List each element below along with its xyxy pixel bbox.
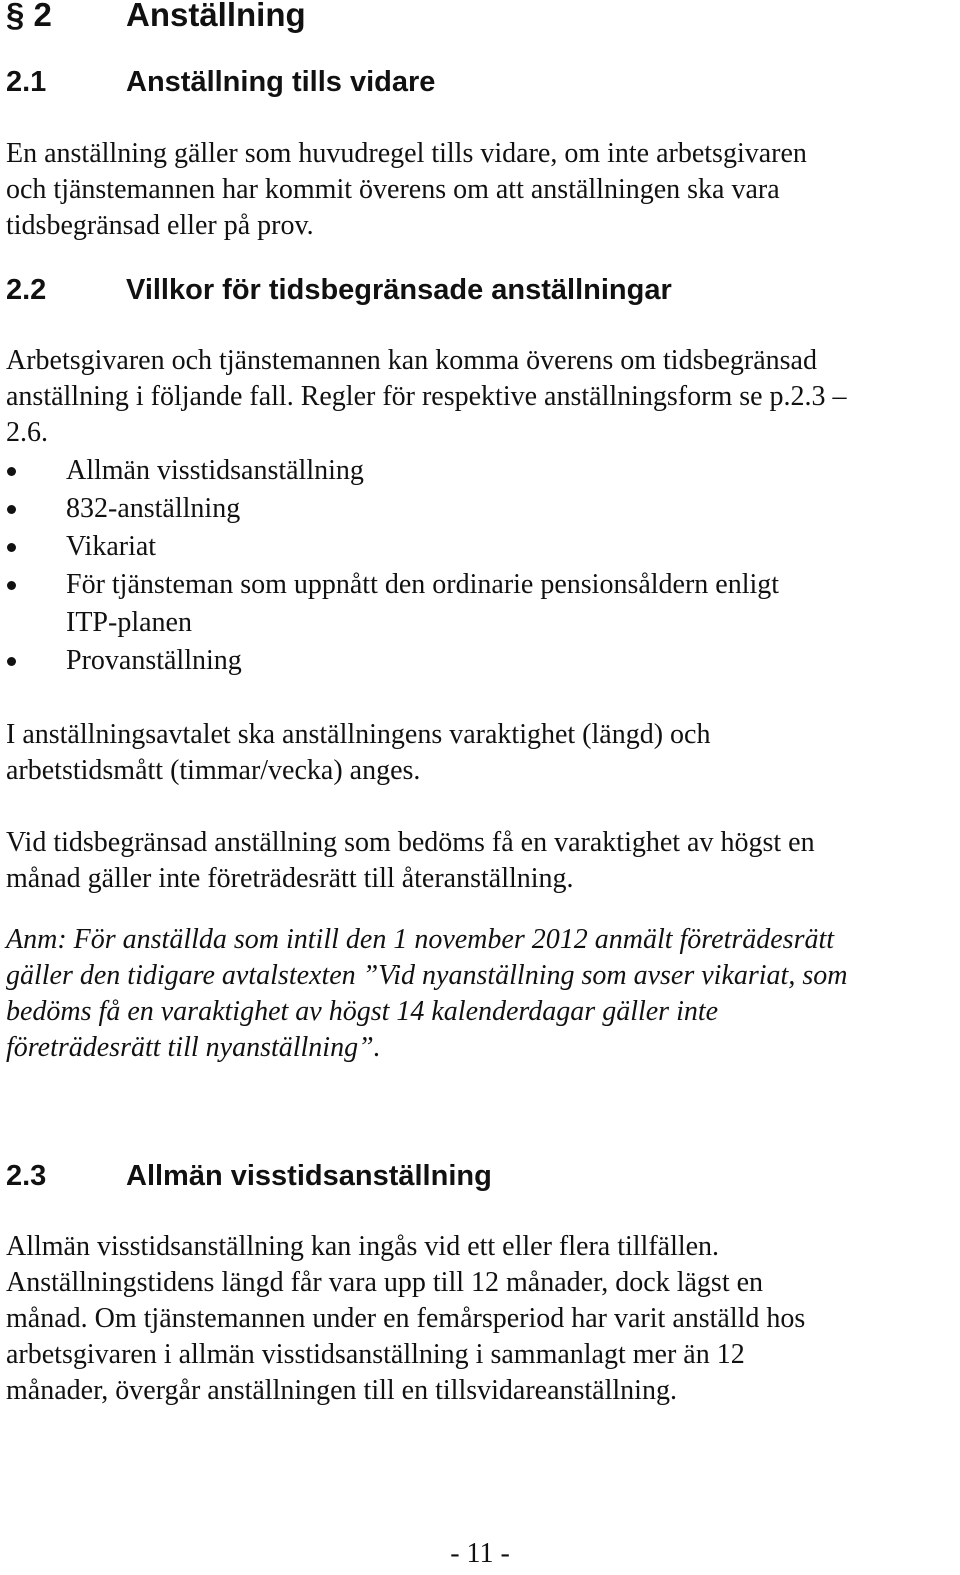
section-symbol: § 2 xyxy=(6,0,52,33)
list-item-text-continued: ITP-planen xyxy=(66,607,192,638)
heading-2-3-number: 2.3 xyxy=(6,1160,47,1192)
list-item xyxy=(0,452,779,490)
bullet-icon xyxy=(7,543,16,552)
list-item xyxy=(0,642,779,680)
bullet-icon xyxy=(7,657,16,666)
paragraph-2-2-intro xyxy=(6,343,956,451)
paragraph-line: Vid tidsbegränsad anställning som bedöms få en varaktighet av högst en xyxy=(6,827,815,858)
note-line: företrädesrätt till nyanställning”. xyxy=(6,1032,381,1063)
list-item-text: Provanställning xyxy=(66,645,242,676)
note-line: Anm: För anställda som intill den 1 november 2012 anmält företrädesrätt xyxy=(6,924,835,955)
heading-2-1-number: 2.1 xyxy=(6,66,47,98)
paragraph-line: anställning i följande fall. Regler för respektive anställningsform se p.2.3 – xyxy=(6,381,847,412)
paragraph-line: månad gäller inte företrädesrätt till återanställning. xyxy=(6,863,574,894)
list-item-text: Vikariat xyxy=(66,531,157,562)
heading-2-2-number: 2.2 xyxy=(6,274,47,306)
page-number: - 11 - xyxy=(450,1538,510,1569)
section-title: Anställning xyxy=(126,0,306,33)
paragraph-line: månader, övergår anställningen till en tillsvidareanställning. xyxy=(6,1375,677,1406)
paragraph-line: Anställningstidens längd får vara upp till 12 månader, dock lägst en xyxy=(6,1267,764,1298)
paragraph-2-1 xyxy=(6,136,956,244)
heading-2-3-title: Allmän visstidsanställning xyxy=(126,1160,492,1192)
paragraph-duration xyxy=(6,717,956,789)
paragraph-line: I anställningsavtalet ska anställningens varaktighet (längd) och xyxy=(6,719,711,750)
paragraph-line: arbetsgivaren i allmän visstidsanställning i sammanlagt mer än 12 xyxy=(6,1339,745,1370)
paragraph-line: tidsbegränsad eller på prov. xyxy=(6,210,314,241)
paragraph-line: månad. Om tjänstemannen under en femårsperiod har varit anställd hos xyxy=(6,1303,806,1334)
note-line: gäller den tidigare avtalstexten ”Vid nyanställning som avser vikariat, som xyxy=(6,960,848,991)
heading-2-1 xyxy=(6,66,435,99)
list-item xyxy=(0,528,779,566)
paragraph-2-3 xyxy=(6,1229,956,1409)
paragraph-line: arbetstidsmått (timmar/vecka) anges. xyxy=(6,755,421,786)
list-item-text: Allmän visstidsanställning xyxy=(66,455,364,486)
list-item-text: 832-anställning xyxy=(66,493,241,524)
list-item xyxy=(0,490,779,528)
heading-2-1-title: Anställning tills vidare xyxy=(126,66,436,98)
paragraph-line: Allmän visstidsanställning kan ingås vid ett eller flera tillfällen. xyxy=(6,1231,720,1262)
list-item xyxy=(0,566,779,642)
paragraph-line: Arbetsgivaren och tjänstemannen kan komma överens om tidsbegränsad xyxy=(6,345,817,376)
heading-2-2-title: Villkor för tidsbegränsade anställningar xyxy=(126,274,672,306)
list-item-text: För tjänsteman som uppnått den ordinarie pensionsåldern enligt xyxy=(66,569,780,600)
bullet-icon xyxy=(7,581,16,590)
note-paragraph xyxy=(6,922,956,1066)
paragraph-line: och tjänstemannen har kommit överens om att anställningen ska vara xyxy=(6,174,780,205)
paragraph-line: 2.6. xyxy=(6,417,48,448)
bullet-icon xyxy=(7,467,16,476)
heading-2-3 xyxy=(6,1160,492,1193)
bullet-icon xyxy=(7,505,16,514)
paragraph-preferential-right xyxy=(6,825,956,897)
paragraph-line: En anställning gäller som huvudregel tills vidare, om inte arbetsgivaren xyxy=(6,138,807,169)
employment-types-list xyxy=(0,452,779,680)
note-line: bedöms få en varaktighet av högst 14 kalenderdagar gäller inte xyxy=(6,996,719,1027)
section-heading xyxy=(6,0,306,34)
heading-2-2 xyxy=(6,274,672,307)
